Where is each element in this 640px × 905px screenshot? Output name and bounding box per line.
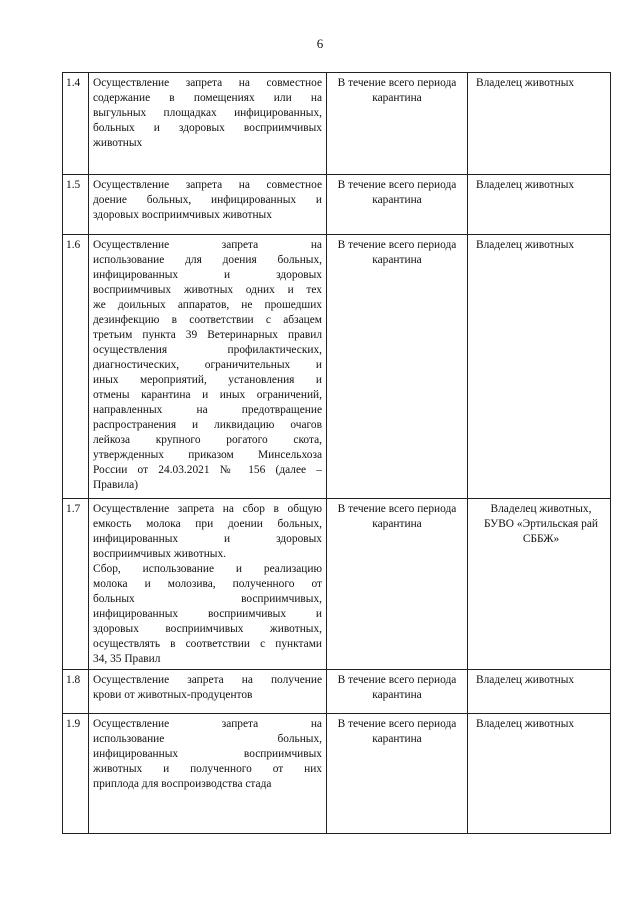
table-row (63, 670, 611, 714)
action-line: третьим пункта 39 Ветеринарных правил (93, 329, 322, 341)
action-line: емкость молока при доении больных, (93, 518, 322, 530)
action-line: больных и здоровых восприимчивых (93, 122, 322, 134)
action-line: Осуществление запрета на (93, 718, 322, 730)
action-line: направленных на предотвращение (93, 404, 322, 416)
table-row (63, 73, 611, 175)
action-line: молока и молозива, полученного от (93, 578, 322, 590)
page-number: 6 (316, 36, 324, 51)
action-line: приплода для воспроизводства стада (93, 778, 272, 790)
action-line: России от 24.03.2021 № 156 (далее – (93, 464, 322, 476)
action-line: выгульных площадках инфицированных, (93, 107, 322, 119)
action-line: животных и полученного от них (93, 763, 322, 775)
table-row (63, 499, 611, 670)
term-cell: В течение всего периода карантина (327, 235, 468, 499)
responsible-cell: Владелец животных (468, 73, 611, 175)
action-cell (89, 670, 327, 714)
action-line: больных восприимчивых, (93, 593, 322, 605)
action-line: инфицированных и здоровых (93, 533, 322, 545)
action-line: иных мероприятий, установления и (93, 374, 322, 386)
term-cell: В течение всего периода карантина (327, 714, 468, 834)
action-line: 34, 35 Правил (93, 653, 161, 665)
action-line: же доильных аппаратов, не прошедших (93, 299, 322, 311)
row-number: 1.7 (63, 499, 89, 670)
term-cell: В течение всего периода карантина (327, 499, 468, 670)
action-line: Осуществление запрета на совместное (93, 179, 322, 191)
action-line: распространения и ликвидацию очагов (93, 419, 322, 431)
table-row (63, 175, 611, 235)
action-line: доение больных, инфицированных и (93, 194, 322, 206)
action-line: инфицированных и здоровых (93, 269, 322, 281)
action-line: осуществления профилактических, (93, 344, 322, 356)
action-line: инфицированных восприимчивых и (93, 608, 322, 620)
action-line: отмены карантина и иных ограничений, (93, 389, 322, 401)
table-row (63, 714, 611, 834)
action-line: здоровых восприимчивых животных, (93, 623, 322, 635)
action-line: восприимчивых животных одних и тех (93, 284, 322, 296)
action-line: диагностических, ограничительных и (93, 359, 322, 371)
action-line: содержание в помещениях или на (93, 92, 322, 104)
action-line: Осуществление запрета на сбор в общую (93, 503, 322, 515)
action-line: Осуществление запрета на (93, 239, 322, 251)
responsible-cell: Владелец животных (468, 235, 611, 499)
action-line: использование для доения больных, (93, 254, 322, 266)
action-line: животных (93, 137, 143, 149)
responsible-cell: Владелец животных (468, 714, 611, 834)
row-number: 1.8 (63, 670, 89, 714)
responsible-cell: Владелец животных, БУВО «Эртильская рай СББЖ» (468, 499, 611, 670)
action-line: здоровых восприимчивых животных (93, 209, 272, 221)
action-line: Осуществление запрета на получение (93, 674, 322, 686)
measures-table (62, 72, 611, 834)
action-line: крови от животных-продуцентов (93, 689, 253, 701)
action-cell (89, 499, 327, 670)
action-cell (89, 235, 327, 499)
action-line: дезинфекцию в соответствии с абзацем (93, 314, 322, 326)
action-line: осуществлять в соответствии с пунктами (93, 638, 322, 650)
action-cell (89, 714, 327, 834)
responsible-cell: Владелец животных (468, 670, 611, 714)
action-line: восприимчивых животных. (93, 548, 227, 560)
action-line: инфицированных восприимчивых (93, 748, 322, 760)
term-cell: В течение всего периода карантина (327, 73, 468, 175)
row-number: 1.9 (63, 714, 89, 834)
action-cell (89, 175, 327, 235)
action-cell (89, 73, 327, 175)
action-line: утвержденных приказом Минсельхоза (93, 449, 322, 461)
action-line: лейкоза крупного рогатого скота, (93, 434, 322, 446)
measures-table-body (63, 73, 611, 834)
row-number: 1.5 (63, 175, 89, 235)
row-number: 1.6 (63, 235, 89, 499)
action-line: Осуществление запрета на совместное (93, 77, 322, 89)
responsible-cell: Владелец животных (468, 175, 611, 235)
term-cell: В течение всего периода карантина (327, 175, 468, 235)
table-row (63, 235, 611, 499)
row-number: 1.4 (63, 73, 89, 175)
action-line: Правила) (93, 479, 138, 491)
action-line: Сбор, использование и реализацию (93, 563, 322, 575)
action-line: использование больных, (93, 733, 322, 745)
term-cell: В течение всего периода карантина (327, 670, 468, 714)
